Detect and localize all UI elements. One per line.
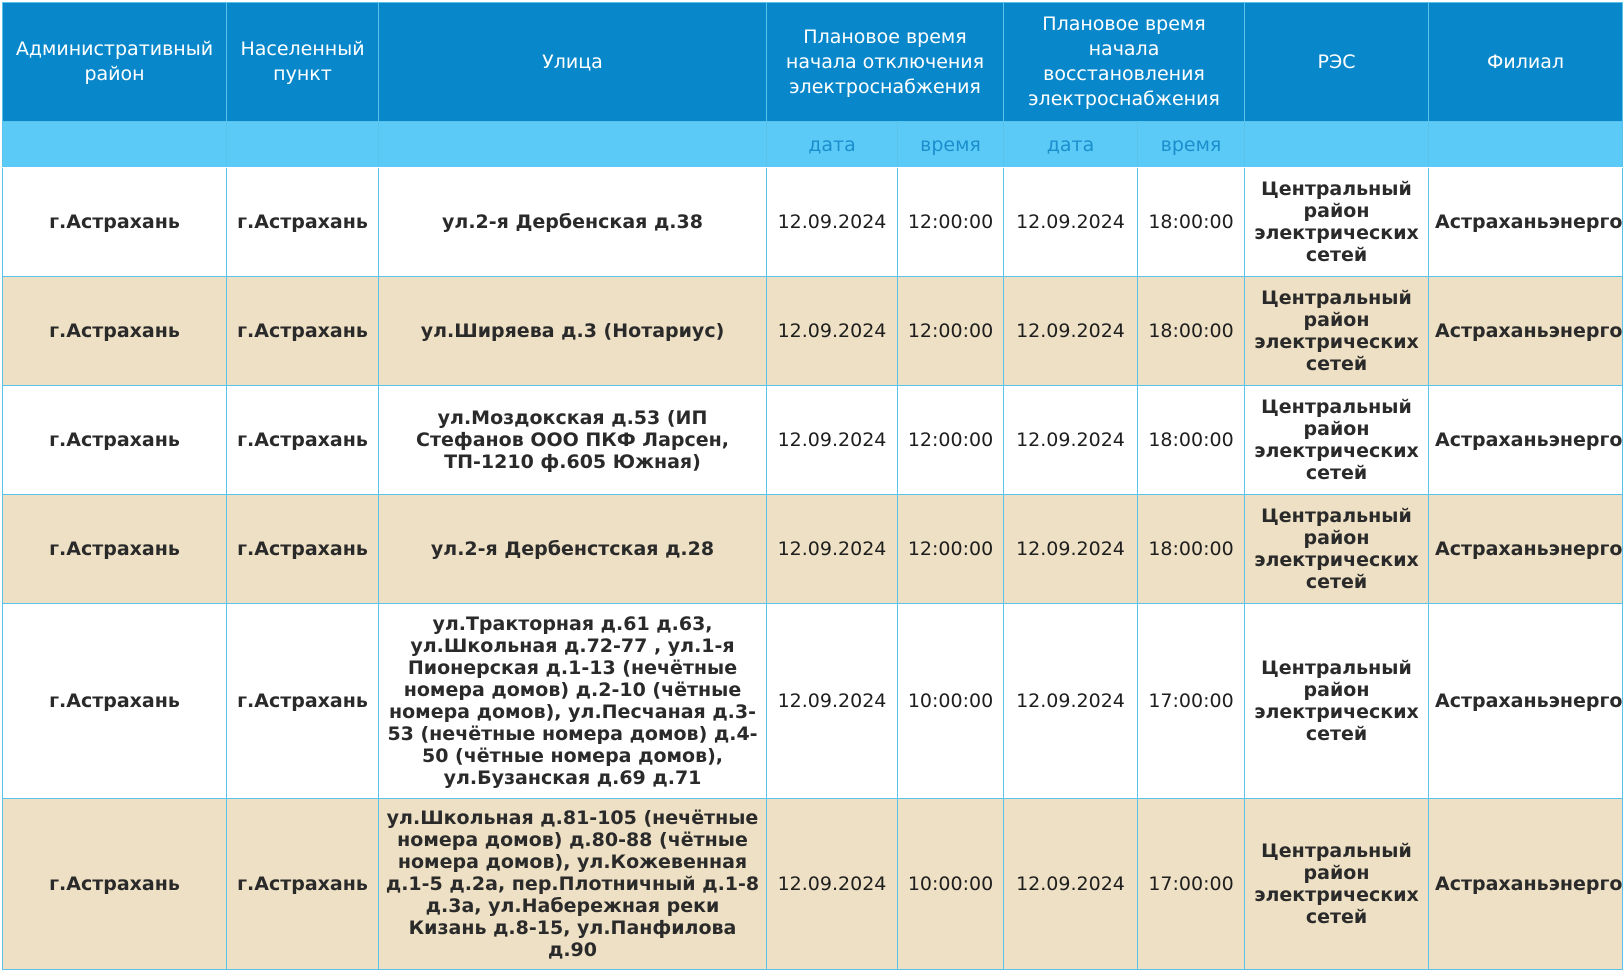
cell-off-time: 12:00:00	[898, 277, 1004, 386]
table-row	[3, 604, 1623, 799]
cell-off-time: 12:00:00	[898, 168, 1004, 277]
header-settlement: Населенный пункт	[227, 3, 379, 122]
subheader-empty	[3, 122, 227, 168]
cell-off-date: 12.09.2024	[767, 799, 898, 970]
table-row	[3, 799, 1623, 970]
subheader-off-time: время	[898, 122, 1004, 168]
cell-on-time: 17:00:00	[1138, 604, 1245, 799]
cell-settlement: г.Астрахань	[227, 604, 379, 799]
subheader-empty	[379, 122, 767, 168]
cell-district: г.Астрахань	[3, 604, 227, 799]
cell-on-date: 12.09.2024	[1004, 799, 1138, 970]
cell-on-time: 18:00:00	[1138, 277, 1245, 386]
cell-street: ул.2-я Дербенстская д.28	[379, 495, 767, 604]
cell-off-date: 12.09.2024	[767, 277, 898, 386]
cell-on-time: 17:00:00	[1138, 799, 1245, 970]
subheader-empty	[227, 122, 379, 168]
cell-on-date: 12.09.2024	[1004, 604, 1138, 799]
cell-off-date: 12.09.2024	[767, 495, 898, 604]
outage-schedule-table	[2, 2, 1623, 970]
table-row	[3, 168, 1623, 277]
table-header-row	[3, 3, 1623, 122]
cell-res: Центральный район электрических сетей	[1245, 277, 1429, 386]
header-restore-start: Плановое время начала восстановления электроснабжения	[1004, 3, 1245, 122]
header-street: Улица	[379, 3, 767, 122]
cell-district: г.Астрахань	[3, 386, 227, 495]
cell-on-date: 12.09.2024	[1004, 277, 1138, 386]
table-subheader-row	[3, 122, 1623, 168]
table-row	[3, 386, 1623, 495]
cell-branch: Астраханьэнерго	[1429, 799, 1623, 970]
cell-res: Центральный район электрических сетей	[1245, 604, 1429, 799]
cell-off-time: 10:00:00	[898, 799, 1004, 970]
cell-settlement: г.Астрахань	[227, 168, 379, 277]
cell-street: ул.Тракторная д.61 д.63, ул.Школьная д.72-77 , ул.1-я Пионерская д.1-13 (нечётные номера домов) д.2-10 (чётные номера домов), ул.Песчаная д.3-53 (нечётные номера домов) д.4-50 (чётные номера домов), ул.Бузанская д.69 д.71	[379, 604, 767, 799]
cell-res: Центральный район электрических сетей	[1245, 495, 1429, 604]
cell-street: ул.Моздокская д.53 (ИП Стефанов ООО ПКФ Ларсен, ТП-1210 ф.605 Южная)	[379, 386, 767, 495]
cell-settlement: г.Астрахань	[227, 799, 379, 970]
header-admin-district: Административный район	[3, 3, 227, 122]
subheader-on-time: время	[1138, 122, 1245, 168]
header-branch: Филиал	[1429, 3, 1623, 122]
cell-res: Центральный район электрических сетей	[1245, 168, 1429, 277]
cell-district: г.Астрахань	[3, 799, 227, 970]
cell-res: Центральный район электрических сетей	[1245, 799, 1429, 970]
cell-street: ул.Ширяева д.3 (Нотариус)	[379, 277, 767, 386]
cell-on-date: 12.09.2024	[1004, 386, 1138, 495]
cell-district: г.Астрахань	[3, 168, 227, 277]
cell-off-date: 12.09.2024	[767, 604, 898, 799]
subheader-off-date: дата	[767, 122, 898, 168]
cell-settlement: г.Астрахань	[227, 386, 379, 495]
cell-off-time: 10:00:00	[898, 604, 1004, 799]
subheader-empty	[1245, 122, 1429, 168]
cell-res: Центральный район электрических сетей	[1245, 386, 1429, 495]
cell-on-date: 12.09.2024	[1004, 168, 1138, 277]
cell-district: г.Астрахань	[3, 277, 227, 386]
cell-on-date: 12.09.2024	[1004, 495, 1138, 604]
cell-settlement: г.Астрахань	[227, 277, 379, 386]
cell-branch: Астраханьэнерго	[1429, 168, 1623, 277]
cell-street: ул.2-я Дербенская д.38	[379, 168, 767, 277]
cell-district: г.Астрахань	[3, 495, 227, 604]
header-res: РЭС	[1245, 3, 1429, 122]
cell-branch: Астраханьэнерго	[1429, 277, 1623, 386]
cell-street: ул.Школьная д.81-105 (нечётные номера домов) д.80-88 (чётные номера домов), ул.Кожевенная д.1-5 д.2а, пер.Плотничный д.1-8 д.3а, ул.Набережная реки Кизань д.8-15, ул.Панфилова д.90	[379, 799, 767, 970]
subheader-empty	[1429, 122, 1623, 168]
table-row	[3, 277, 1623, 386]
cell-on-time: 18:00:00	[1138, 495, 1245, 604]
cell-branch: Астраханьэнерго	[1429, 495, 1623, 604]
cell-branch: Астраханьэнерго	[1429, 386, 1623, 495]
cell-off-time: 12:00:00	[898, 386, 1004, 495]
cell-settlement: г.Астрахань	[227, 495, 379, 604]
table-row	[3, 495, 1623, 604]
cell-branch: Астраханьэнерго	[1429, 604, 1623, 799]
cell-off-date: 12.09.2024	[767, 386, 898, 495]
header-outage-start: Плановое время начала отключения электроснабжения	[767, 3, 1004, 122]
subheader-on-date: дата	[1004, 122, 1138, 168]
cell-off-time: 12:00:00	[898, 495, 1004, 604]
cell-on-time: 18:00:00	[1138, 386, 1245, 495]
cell-on-time: 18:00:00	[1138, 168, 1245, 277]
cell-off-date: 12.09.2024	[767, 168, 898, 277]
